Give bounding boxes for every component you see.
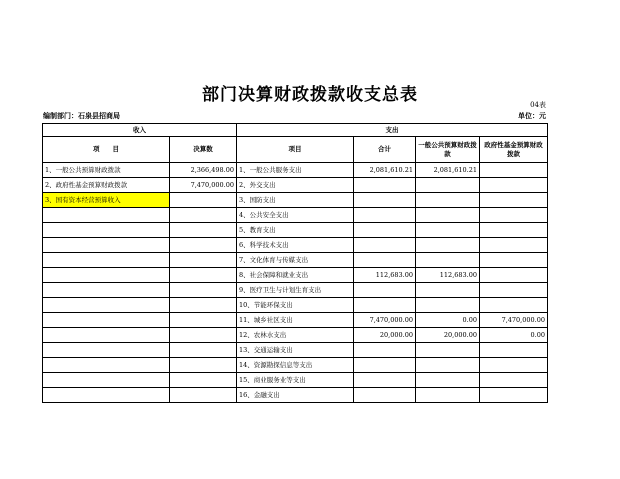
gov-fund-cell: [480, 268, 548, 283]
gov-fund-cell: [480, 343, 548, 358]
gov-fund-cell: 0.00: [480, 328, 548, 343]
total-cell: [354, 298, 416, 313]
expense-item-cell: 3、国防支出: [237, 193, 354, 208]
expense-item-cell: 15、商业服务业等支出: [237, 373, 354, 388]
income-item-cell: [43, 268, 170, 283]
gov-fund-cell: [480, 178, 548, 193]
total-cell: [354, 178, 416, 193]
income-amount-cell: [170, 298, 237, 313]
table-row: [43, 283, 548, 298]
table-row: [43, 268, 548, 283]
table-row: [43, 163, 548, 178]
general-budget-cell: [416, 388, 480, 403]
expense-item-cell: 8、社会保障和就业支出: [237, 268, 354, 283]
report-title: 部门决算财政拨款收支总表: [202, 85, 418, 105]
income-item-cell: [43, 208, 170, 223]
gov-fund-cell: [480, 208, 548, 223]
total-cell: [354, 358, 416, 373]
total-cell: [354, 223, 416, 238]
income-amount-cell: [170, 373, 237, 388]
general-budget-cell: 20,000.00: [416, 328, 480, 343]
total-cell: 7,470,000.00: [354, 313, 416, 328]
table-row: [43, 298, 548, 313]
general-budget-cell: [416, 238, 480, 253]
table-code: 04表: [530, 101, 546, 109]
general-budget-cell: [416, 208, 480, 223]
income-amount-cell: [170, 208, 237, 223]
income-amount-cell: [170, 283, 237, 298]
gov-fund-cell: [480, 163, 548, 178]
table-row: [43, 358, 548, 373]
expense-item-cell: 9、医疗卫生与计划生育支出: [237, 283, 354, 298]
general-budget-cell: [416, 223, 480, 238]
total-cell: [354, 388, 416, 403]
expense-item-cell: 12、农林水支出: [237, 328, 354, 343]
income-item-cell: [43, 373, 170, 388]
general-budget-cell: [416, 283, 480, 298]
general-budget-cell: [416, 343, 480, 358]
total-cell: [354, 238, 416, 253]
expense-item-cell: 5、教育支出: [237, 223, 354, 238]
table-row: [43, 178, 548, 193]
expense-item-cell: 1、一般公共服务支出: [237, 163, 354, 178]
gov-fund-cell: [480, 238, 548, 253]
final-amount-header: 决算数: [170, 137, 237, 163]
income-amount-cell: [170, 313, 237, 328]
income-item-cell: [43, 298, 170, 313]
expense-item-cell: 10、节能环保支出: [237, 298, 354, 313]
table-row: [43, 313, 548, 328]
gov-fund-cell: [480, 193, 548, 208]
income-item-cell: 1、一般公共预算财政拨款: [43, 163, 170, 178]
expense-item-cell: 13、交通运输支出: [237, 343, 354, 358]
table-row: [43, 253, 548, 268]
income-amount-cell: [170, 193, 237, 208]
expense-item-cell: 6、科学技术支出: [237, 238, 354, 253]
gov-fund-cell: [480, 223, 548, 238]
income-amount-cell: [170, 343, 237, 358]
fiscal-summary-table: [42, 123, 548, 403]
table-row: [43, 238, 548, 253]
total-cell: [354, 208, 416, 223]
general-budget-cell: [416, 178, 480, 193]
total-cell: [354, 283, 416, 298]
income-item-cell: 2、政府性基金预算财政拨款: [43, 178, 170, 193]
income-item-cell: [43, 388, 170, 403]
header-row-columns: [43, 137, 548, 163]
income-section-header: 收入: [43, 124, 237, 137]
table-row: [43, 223, 548, 238]
currency-unit: 单位：元: [518, 111, 546, 120]
income-item-cell: [43, 283, 170, 298]
gov-fund-header: 政府性基金预算财政拨款: [480, 137, 548, 163]
income-amount-cell: [170, 238, 237, 253]
expense-item-cell: 4、公共安全支出: [237, 208, 354, 223]
expense-item-cell: 7、文化体育与传媒支出: [237, 253, 354, 268]
gov-fund-cell: 7,470,000.00: [480, 313, 548, 328]
income-item-header: 项 目: [43, 137, 170, 163]
expense-item-cell: 11、城乡社区支出: [237, 313, 354, 328]
table-row: [43, 193, 548, 208]
table-row: [43, 388, 548, 403]
expense-item-header: 项目: [237, 137, 354, 163]
expense-item-cell: 14、资源勘探信息等支出: [237, 358, 354, 373]
income-item-cell: [43, 328, 170, 343]
gov-fund-cell: [480, 388, 548, 403]
table-row: [43, 208, 548, 223]
general-budget-cell: [416, 193, 480, 208]
income-amount-cell: [170, 223, 237, 238]
general-budget-header: 一般公共预算财政拨款: [416, 137, 480, 163]
income-amount-cell: [170, 268, 237, 283]
income-amount-cell: [170, 253, 237, 268]
income-item-cell: [43, 358, 170, 373]
income-amount-cell: [170, 388, 237, 403]
income-item-cell: [43, 253, 170, 268]
income-amount-cell: [170, 358, 237, 373]
total-cell: [354, 193, 416, 208]
income-item-cell: 3、国有资本经营预算收入: [43, 193, 170, 208]
general-budget-cell: [416, 253, 480, 268]
general-budget-cell: [416, 373, 480, 388]
total-cell: [354, 343, 416, 358]
income-item-cell: [43, 343, 170, 358]
expense-section-header: 支出: [237, 124, 548, 137]
income-amount-cell: 7,470,000.00: [170, 178, 237, 193]
gov-fund-cell: [480, 253, 548, 268]
general-budget-cell: 0.00: [416, 313, 480, 328]
gov-fund-cell: [480, 358, 548, 373]
income-item-cell: [43, 238, 170, 253]
total-cell: [354, 253, 416, 268]
total-cell: 20,000.00: [354, 328, 416, 343]
total-cell: [354, 373, 416, 388]
table-row: [43, 328, 548, 343]
income-amount-cell: 2,366,498.00: [170, 163, 237, 178]
income-item-cell: [43, 313, 170, 328]
total-cell: 2,081,610.21: [354, 163, 416, 178]
income-item-cell: [43, 223, 170, 238]
expense-item-cell: 16、金融支出: [237, 388, 354, 403]
general-budget-cell: [416, 298, 480, 313]
gov-fund-cell: [480, 283, 548, 298]
table-row: [43, 343, 548, 358]
total-cell: 112,683.00: [354, 268, 416, 283]
general-budget-cell: 2,081,610.21: [416, 163, 480, 178]
table-row: [43, 373, 548, 388]
gov-fund-cell: [480, 373, 548, 388]
compiling-department: 编制部门：石泉县招商局: [43, 111, 120, 120]
general-budget-cell: 112,683.00: [416, 268, 480, 283]
income-amount-cell: [170, 328, 237, 343]
general-budget-cell: [416, 358, 480, 373]
header-row-sections: [43, 124, 548, 137]
expense-item-cell: 2、外交支出: [237, 178, 354, 193]
gov-fund-cell: [480, 298, 548, 313]
total-header: 合计: [354, 137, 416, 163]
